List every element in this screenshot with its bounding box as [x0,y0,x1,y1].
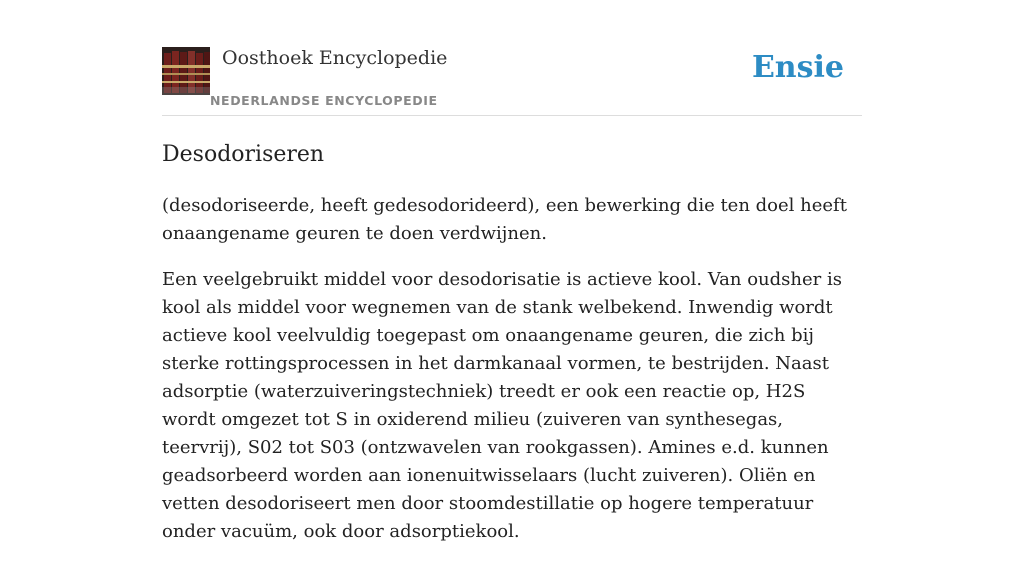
site-title[interactable]: Oosthoek Encyclopedie [222,47,448,69]
encyclopedia-books-avatar[interactable] [162,47,210,95]
article-title: Desodoriseren [162,142,325,167]
article-paragraph: Een veelgebruikt middel voor desodorisatie is actieve kool. Van oudsher is kool als middel voor wegnemen van de stank welbekend. Inwendig wordt actieve kool veelvuldig toegepast om onaangename geuren, die zich bij sterke rottingsprocessen in het darmkanaal vormen, te bestrijden. Naast adsorptie (waterzuiveringstechniek) treedt er ook een reactie op, H2S wordt omgezet tot S in oxiderend milieu (zuiveren van synthesegas, teervrij), S02 tot S03 (ontzwavelen van rookgassen). Amines e.d. kunnen geadsorbeerd worden aan ionenuitwisselaars (lucht zuiveren). Oliën en vetten desodoriseert men door stoomdestillatie op hogere temperatuur onder vacuüm, ook door adsorptiekool. [162,269,842,542]
site-subtitle: NEDERLANDSE ENCYCLOPEDIE [210,93,438,108]
books-icon [162,47,210,95]
site-header [162,46,862,116]
article-paragraph: (desodoriseerde, heeft gedesodorideerd), een bewerking die ten doel heeft onaangename geuren te doen verdwijnen. [162,195,847,244]
header-divider [162,115,862,116]
article [162,140,862,564]
ensie-logo[interactable]: Ensie [751,50,844,85]
